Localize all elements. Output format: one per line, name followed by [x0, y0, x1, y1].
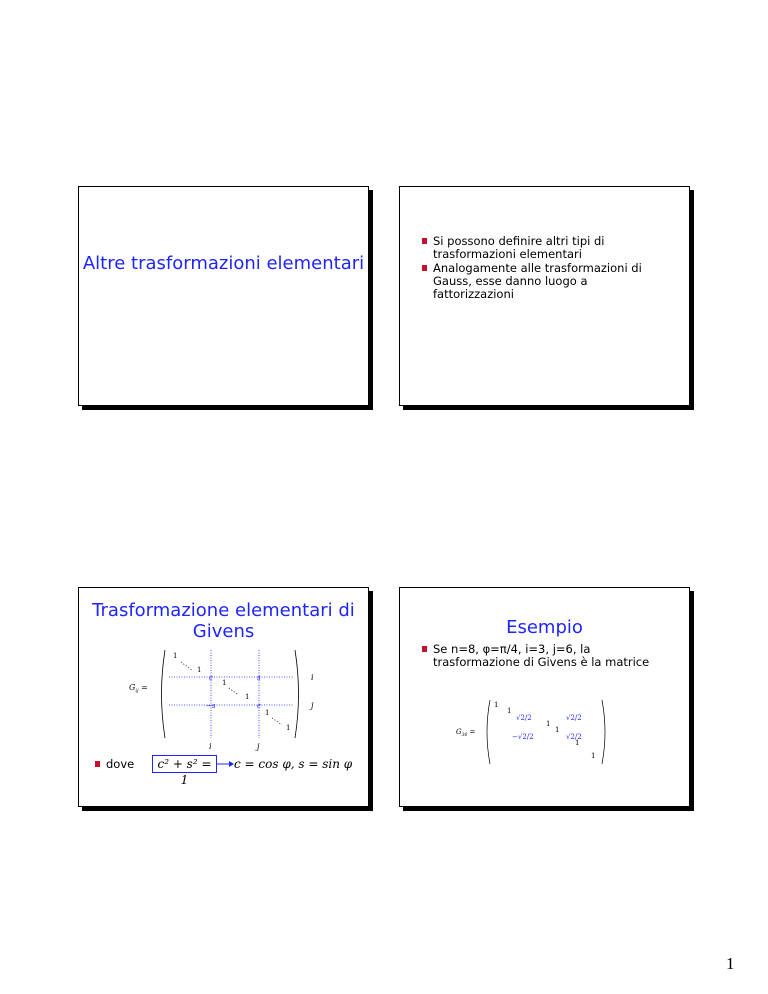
givens-matrix: [129, 648, 329, 752]
slide-4: [399, 587, 690, 807]
bullet-item: dove: [95, 758, 155, 771]
bullet-item: Si possono definire altri tipi di trasformazioni elementari: [422, 235, 672, 261]
svg-text:1: 1: [546, 720, 551, 728]
svg-text:s: s: [257, 674, 261, 682]
matrix-label: $G_{36}$ =: [456, 728, 476, 738]
svg-text:j: j: [311, 701, 314, 710]
svg-text:1: 1: [507, 707, 512, 715]
matrix-label: $G_{ij}$ =: [129, 683, 148, 694]
svg-text:i: i: [209, 742, 212, 751]
svg-text:1: 1: [173, 652, 178, 660]
slide-3: [78, 587, 369, 807]
slide-title: Trasformazione elementari di Givens: [92, 600, 355, 642]
slide-1: [78, 186, 369, 406]
slide-title: Altre trasformazioni elementari: [82, 253, 365, 274]
svg-text:√2/2: √2/2: [566, 714, 582, 722]
bullet-item: Se n=8, φ=π/4, i=3, j=6, la trasformazione di Givens è la matrice: [422, 643, 672, 669]
slide-title: Esempio: [506, 617, 583, 638]
arrow-icon: [217, 759, 235, 769]
svg-text:1: 1: [494, 701, 499, 709]
svg-text:−s: −s: [206, 702, 216, 710]
svg-text:1: 1: [555, 726, 560, 734]
svg-text:1: 1: [575, 739, 580, 747]
trig-equation: c = cos φ, s = sin φ: [234, 757, 353, 771]
bullet-item: Analogamente alle trasformazioni di Gauss, esse danno luogo a fattorizzazioni: [422, 262, 672, 301]
boxed-equation: c² + s² = 1: [152, 755, 217, 773]
svg-text:i: i: [311, 673, 314, 682]
svg-text:1: 1: [197, 666, 202, 674]
page-number: 1: [726, 954, 735, 973]
svg-text:j: j: [257, 742, 260, 751]
svg-text:c: c: [257, 702, 261, 710]
svg-text:1: 1: [591, 752, 596, 760]
svg-text:−√2/2: −√2/2: [512, 733, 534, 741]
svg-text:1: 1: [222, 679, 227, 687]
bullet-list: [422, 643, 672, 670]
bullet-list: [95, 758, 155, 772]
example-matrix: [456, 698, 606, 768]
svg-text:1: 1: [286, 724, 291, 732]
svg-text:√2/2: √2/2: [516, 714, 532, 722]
svg-text:c: c: [209, 674, 213, 682]
svg-text:1: 1: [245, 693, 250, 701]
slide-2: [399, 186, 690, 406]
bullet-list: [422, 235, 672, 302]
svg-text:√2/2: √2/2: [566, 733, 582, 741]
svg-text:1: 1: [265, 709, 270, 717]
